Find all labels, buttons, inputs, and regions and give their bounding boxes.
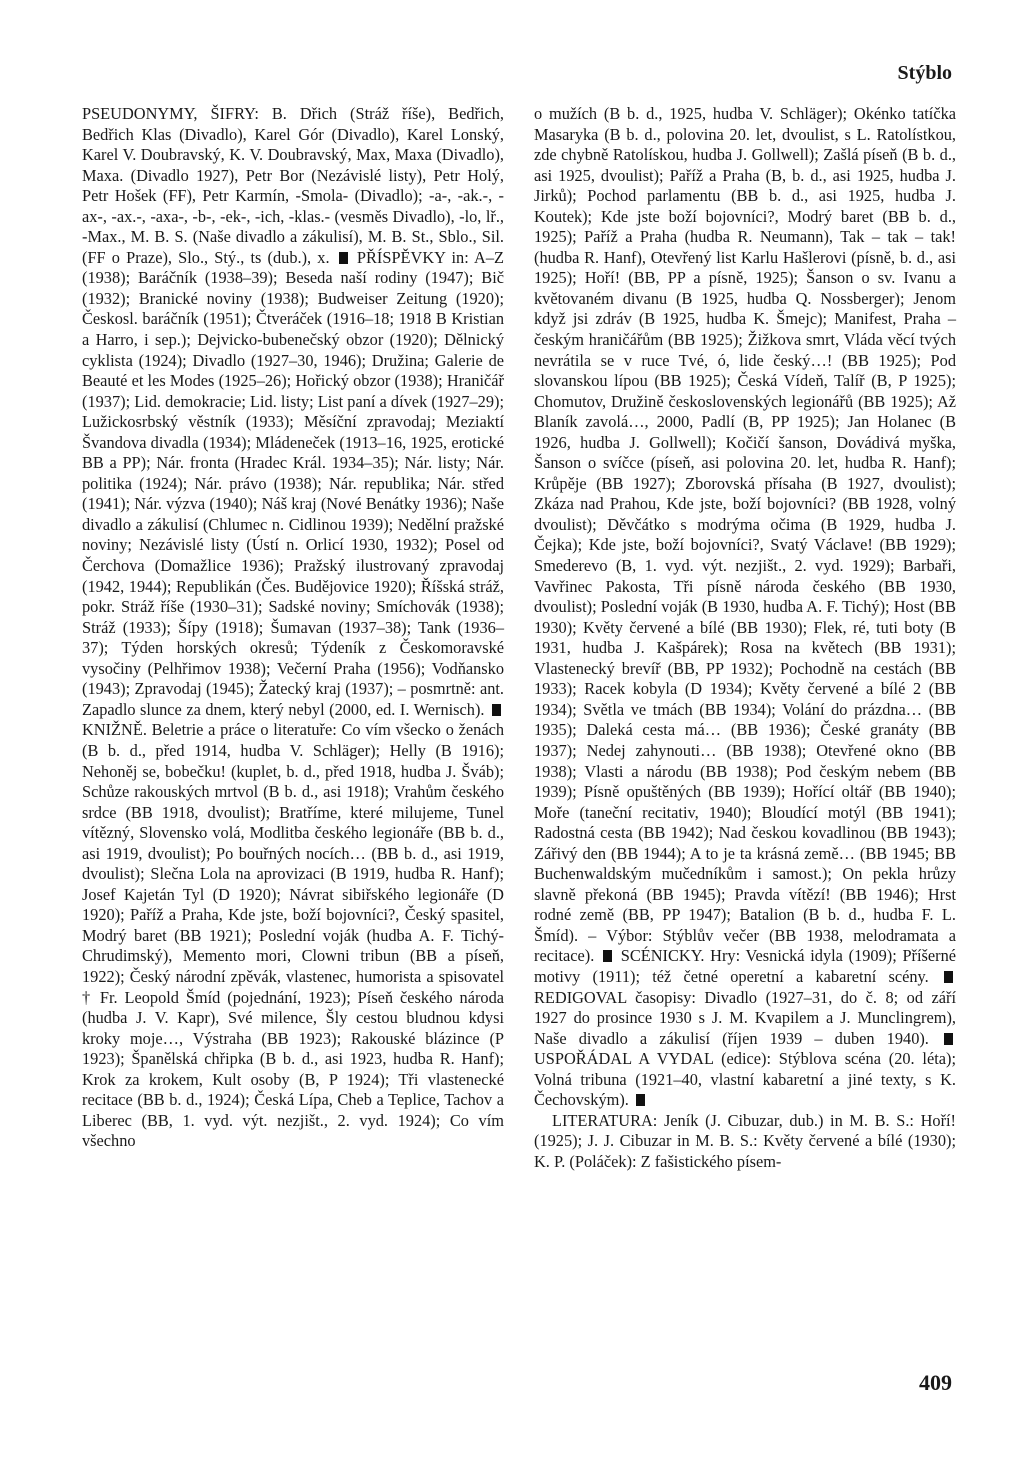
section-marker-icon — [944, 1033, 953, 1045]
stage-text: SCÉNICKY. Hry: Vesnická idyla (1909); Příšerné motivy (1911); též četné operetní a kabaretní scény. — [534, 946, 957, 986]
section-marker-icon — [492, 704, 501, 716]
right-column — [534, 104, 956, 1172]
pseudonyms-section — [82, 104, 504, 1152]
literature-section — [534, 1111, 956, 1173]
contributions-text: PŘÍSPĚVKY in: A–Z (1938); Baráčník (1938–39); Beseda naší rodiny (1947); Bič (1932); Branické noviny (1938); Budweiser Zeitung (1920); Českosl. baráčník (1951); Čtveráček (1916–18; 1918 B Kristian a Harro, i sep.); Dejvicko-bubenečský obzor (1920); Dělnický cyklista (1924); Divadlo (1927–30, 1946); Družina; Galerie de Beauté et les Modes (1925–26); Hořický obzor (1938); Hraničář (1937); Lid. demokracie; Lid. listy; List paní a dívek (1927–29); Lužickosrbský věstník (1933); Měsíční zpravodaj; Meziaktí Švandova divadla (1934); Mládeneček (1913–16, 1925, erotické BB a PP); Nár. fronta (Hradec Král. 1934–35); Nár. listy; Nár. politika (1924); Nár. právo (1938); Nár. republika; Nár. střed (1941); Nár. výzva (1940); Náš kraj (Nové Benátky 1936); Naše divadlo a zákulisí (Chlumec n. Cidlinou 1939); Nedělní pražské noviny; Nezávislé listy (Ústí n. Orlicí 1930, 1932); Posel od Čerchova (Domažlice 1936); Pražský ilustrovaný zpravodaj (1942, 1944); Republikán (Čes. Budějovice 1920); Říšská stráž, pokr. Stráž říše (1930–31); Sadské noviny; Smíchovák (1938); Stráž (1933); Šípy (1918); Šumavan (1937–38); Tank (1936–37); Týden horských okresů; Týdeník z Českomoravské vysočiny (Pelhřimov 1938); Večerní Praha (1956); Vodňansko (1943); Zpravodaj (1945); Žatecký kraj (1937); – posmrtně: ant. Zapadlo slunce za dnem, který nebyl (2000, ed. I. Wernisch). — [82, 247, 504, 719]
section-marker-icon — [603, 950, 612, 962]
published-text: USPOŘÁDAL A VYDAL (edice): Stýblova scéna (20. léta); Volná tribuna (1921–40, vlastní kabaretní a jiné texty, s K. Čechovským). — [534, 1049, 956, 1110]
works-continued-text: o mužích (B b. d., 1925, hudba V. Schläger); Okénko tatíčka Masaryka (B b. d., polovina 20. let, dvoulist, s L. Ratolístkou, zde chybně Ratolískou, hudba J. Gollwell); Zašlá píseň (B b. d., asi 1925, dvoulist); Paříž a Praha (B, b. d., asi 1925, hudba J. Jirků); Pochod parlamentu (BB b. d., asi 1925, hudba J. Koutek); Kde jste boží bojovníci?, Modrý baret (BB b. d., 1925); Paříž a Praha (hudba R. Neumann), Tak – tak – tak! (hudba R. Hanf), Otevřený list Karlu Hašlerovi (písně, b. d., asi 1925); Hoří! (BB, PP a písně, 1925); Šanson o sv. Ivanu a květovaném divanu (B 1925, hudba Q. Nossberger); Jenom když jsi zdráv (B 1925, hudba K. Šmejc); Manifest, Praha – českým hraničářům (BB 1925); Žižkova smrt, Vláda věcí tvých nevrátila se v ruce Tvé, ó, lide český…! (BB 1925); Pod slovanskou lípou (BB 1925); Česká Vídeň, Talíř (B, P 1925); Chomutov, Družině československých legionářů (BB 1925); Až Blaník zavolá…, 2000, Padlí (B, PP 1925); Jan Holanec (B 1926, hudba J. Gollwell); Kočičí šanson, Dovádivá myška, Šanson o svíčce (píseň, asi polovina 20. let, hudba R. Hanf); Krůpěje (BB 1927); Zborovská přísaha (B 1927, dvoulist); Zkáza nad Prahou, Kde jste, boží bojovníci? (BB 1928, volný dvoulist); Děvčátko s modrýma očima (B 1929, hudba J. Čejka); Kde jste, boží bojovníci?, Svatý Václave! (BB 1929); Smederevo (B, 1. vyd. výt. nezjišt., 2. vyd. 1929); Barbaři, Vavřinec Pakosta, Tři písně národa českého (BB 1930, dvoulist); Poslední voják (B 1930, hudba A. F. Tichý); Host (BB 1930); Květy červené a bílé (BB 1930); Flek, ré, tuti boty (B 1931, hudba J. Kašpárek); Rosa na květech (BB 1931); Vlastenecký brevíř (BB, PP 1932); Pochodně na cestách (BB 1933); Racek kobyla (D 1934); Květy červené a bílé 2 (BB 1934); Světla ve tmách (BB 1934); Volání do prázdna… (BB 1935); Daleká cesta má… (BB 1936); České granáty (BB 1937); Nedej zahynouti… (BB 1938); Otevřené okno (BB 1938); Vlasti a národu (BB 1938); Pod českým nebem (BB 1939); Písně opuštěných (BB 1939); Hořící oltář (BB 1940); Moře (taneční recitativ, 1940); Bloudící motýl (BB 1941); Radostná cesta (BB 1942); Nad českou kovadlinou (BB 1943); Zářivý den (BB 1944); A to je ta krásná země… (BB 1945; BB Buchenwaldským mučedníkům i samost.); On pekla hrůzy slavně překoná (BB 1945); Pravda vítězí! (BB 1946); Hrst rodné země (BB, PP 1947); Batalion (B b. d., hudba F. L. Šmíd). – Výbor: Stýblův večer (BB 1938, melodramata a recitace). — [534, 104, 956, 966]
books-text: KNIŽNĚ. Beletrie a práce o literatuře: Co vím všecko o ženách (B b. d., před 1914, hudba V. Schläger); Helly (B 1916); Nehoněj se, bobečku! (kuplet, b. d., před 1918, hudba J. Šváb); Schůze rakouských mrtvol (B b. d., asi 1918); Vrahům českého srdce (BB 1918, dvoulist); Bratříme, které milujeme, Tunel vítězný, Slovensko volá, Modlitba českého legionáře (BB b. d., asi 1919, dvoulist); Po bouřných nocích… (BB b. d., asi 1919, dvoulist); Slečna Lola na aprovizaci (B 1919, hudba R. Hanf); Josef Kajetán Tyl (D 1920); Návrat sibiřského legionáře (D 1920); Paříž a Praha, Kde jste, boží bojovníci?, Český spasitel, Modrý baret (BB 1921); Poslední voják (hudba A. F. Tichý-Chrudimský), Memento mori, Clowni tribun (BB a píseň, 1922); Český národní zpěvák, vlastenec, humorista a spisovatel † Fr. Leopold Šmíd (pojednání, 1923); Píseň českého národa (hudba J. V. Kapr), Své milence, Šly cestou bludnou kdysi kroky moje…, Výstraha (BB 1923); Rakouské blázince (P 1923); Španělská chřipka (B b. d., asi 1923, hudba R. Hanf); Krok za krokem, Kult osoby (B, P 1924); Tři vlastenecké recitace (BB b. d., 1924); Česká Lípa, Cheb a Teplice, Tachov a Liberec (BB, 1. vyd. výt. nezjišt., 2. vyd. 1924); Co vím všechno — [82, 720, 504, 1151]
running-header: Stýblo — [897, 62, 952, 84]
pseudonyms-text: PSEUDONYMY, ŠIFRY: B. Dřich (Stráž říše), Bedřich, Bedřich Klas (Divadlo), Karel Gór (Divadlo), Karel Lonský, Karel V. Doubravský, K. V. Doubravský, Max, Maxa (Divadlo), Maxa. (Divadlo 1927), Petr Bor (Nezávislé listy), Petr Holý, Petr Hošek (FF), Petr Karmín, -Smola- (Divadlo); -a-, -ak.-, -ax-, -ax.-, -axa-, -b-, -ek-, -ich, -klas.- (vesměs Divadlo), -lo, lř., -Max., M. B. S. (Naše divadlo a zákulisí), M. B. St., Sblo., Sil. (FF o Praze), Slo., Stý., ts (dub.), x. — [82, 104, 504, 267]
page-number: 409 — [919, 1370, 952, 1395]
works-continued — [534, 104, 956, 1111]
section-marker-icon — [339, 252, 348, 264]
two-column-body — [82, 104, 956, 1172]
section-marker-icon — [944, 971, 953, 983]
literature-text: LITERATURA: Jeník (J. Cibuzar, dub.) in M. B. S.: Hoří! (1925); J. J. Cibuzar in M. B. S.: Květy červené a bílé (1930); K. P. (Poláček): Z fašistického písem- — [534, 1110, 956, 1171]
section-marker-icon — [636, 1094, 645, 1106]
left-column — [82, 104, 504, 1172]
edited-text: REDIGOVAL časopisy: Divadlo (1927–31, do č. 8; od září 1927 do prosince 1930 s J. M. Kvapilem a J. Munclingrem), Naše divadlo a zákulisí (říjen 1939 – duben 1940). — [534, 987, 956, 1048]
